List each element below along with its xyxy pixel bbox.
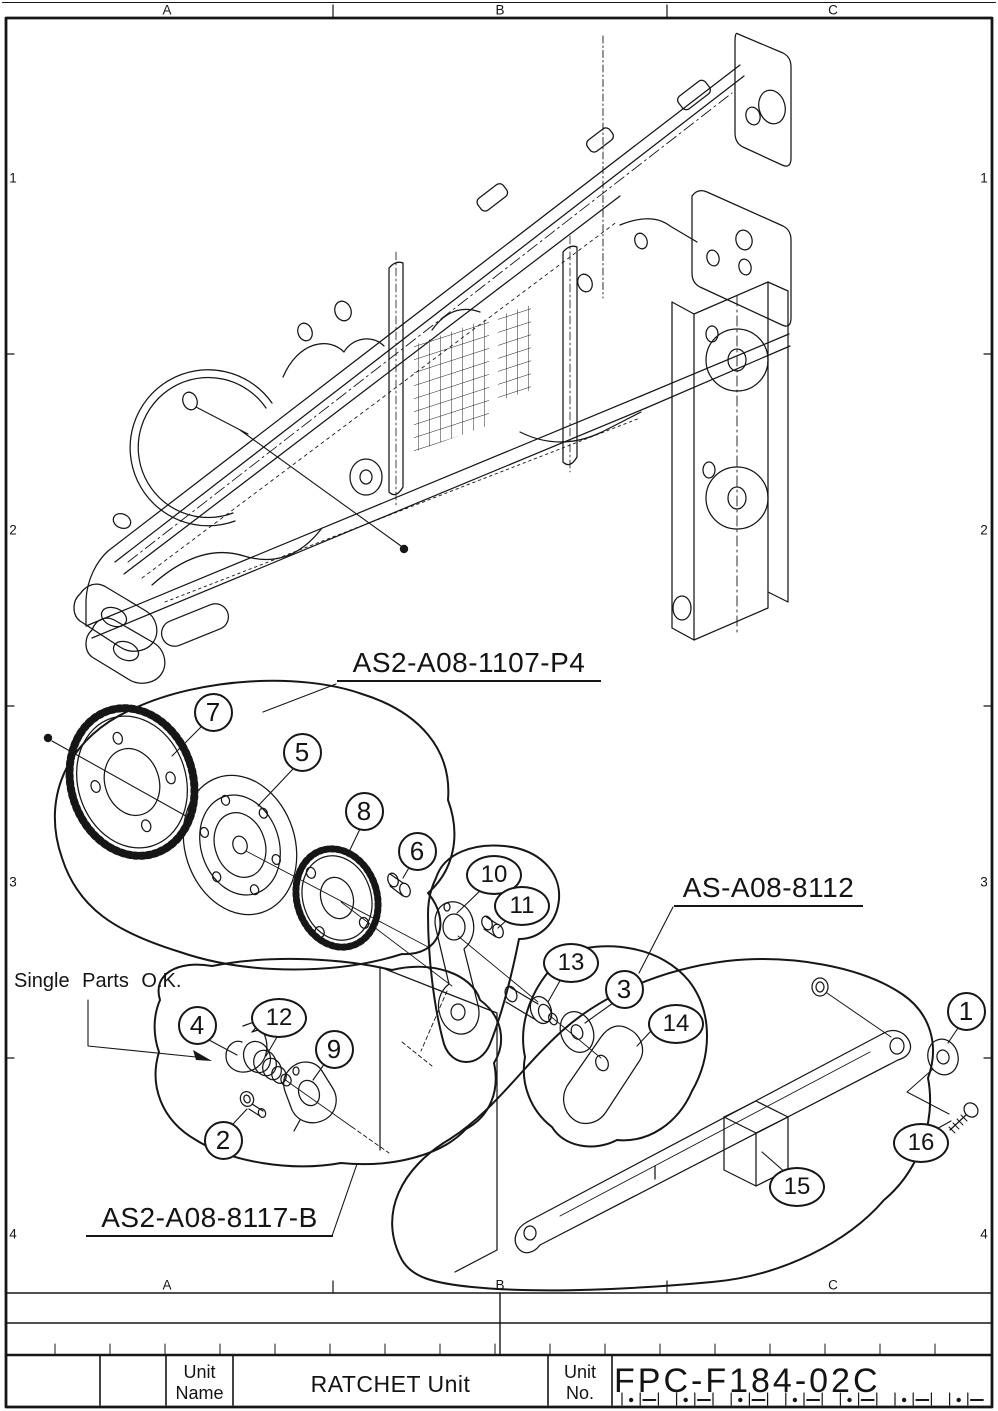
balloon-16: 16 <box>893 1123 949 1163</box>
border-ref-top-B: B <box>495 2 505 18</box>
border-ref-right-1: 1 <box>980 170 988 186</box>
group-label-1107-p4: AS2-A08-1107-P4 <box>337 647 601 682</box>
border-ref-top-A: A <box>162 2 172 18</box>
border-ref-bottom-A: A <box>162 1277 172 1293</box>
balloon-15: 15 <box>769 1167 825 1207</box>
balloon-13: 13 <box>543 943 599 983</box>
group-label-8117-b: AS2-A08-8117-B <box>86 1202 333 1237</box>
balloon-11: 11 <box>494 886 550 926</box>
border-ref-top-C: C <box>828 2 838 18</box>
balloon-1: 1 <box>947 992 986 1031</box>
balloon-3: 3 <box>605 970 644 1009</box>
gear-group-1107 <box>44 681 455 986</box>
plate-part <box>284 1062 337 1123</box>
border-ref-left-3: 3 <box>9 874 17 890</box>
sprocket-large <box>51 692 213 872</box>
screw-part <box>949 1100 981 1133</box>
balloon-8: 8 <box>345 792 384 831</box>
link-plate <box>564 1026 643 1124</box>
note-arrowhead <box>193 1050 212 1061</box>
border-ref-right-3: 3 <box>980 874 988 890</box>
drawing-border <box>3 3 996 1408</box>
ruler-ticks <box>55 1344 935 1355</box>
grid-hatch-patch <box>498 305 531 401</box>
border-ref-left-4: 4 <box>9 1226 17 1242</box>
pin-part <box>386 872 412 899</box>
balloon-6: 6 <box>398 832 437 871</box>
balloon-7: 7 <box>194 693 233 732</box>
leader-dot <box>400 545 408 553</box>
group-outline <box>55 681 455 970</box>
group-8112 <box>503 946 707 1146</box>
unit-name-label-line1: Unit <box>183 1362 216 1382</box>
border-ref-left-2: 2 <box>9 522 17 538</box>
unit-no-label-line1: Unit <box>563 1362 596 1382</box>
unit-no-value: FPC-F184-02C <box>614 1362 881 1400</box>
sprocket-small <box>284 838 391 958</box>
unit-no-label <box>548 1362 612 1404</box>
border-ref-right-2: 2 <box>980 522 988 538</box>
unit-name-value: RATCHET Unit <box>310 1371 471 1397</box>
balloon-12: 12 <box>251 998 307 1038</box>
grid-hatch-patch <box>414 318 489 452</box>
border-ref-bottom-C: C <box>828 1277 838 1293</box>
balloon-10: 10 <box>466 855 522 895</box>
frame-assembly-drawing <box>74 33 791 683</box>
leader-dot <box>44 734 52 742</box>
single-parts-note: Single Parts O.K. <box>14 970 182 992</box>
dogbone-bracket <box>435 902 479 1034</box>
balloon-2: 2 <box>204 1121 243 1160</box>
balloon-5: 5 <box>283 733 322 772</box>
lever-arm <box>515 1031 910 1253</box>
unit-name-label <box>166 1362 233 1404</box>
border-ref-left-1: 1 <box>9 170 17 186</box>
border-ref-bottom-B: B <box>495 1277 505 1293</box>
unit-name-label-line2: Name <box>175 1383 224 1403</box>
border-ref-right-4: 4 <box>980 1226 988 1242</box>
group-label-8112: AS-A08-8112 <box>674 872 863 907</box>
balloon-4: 4 <box>178 1006 217 1045</box>
balloon-9: 9 <box>315 1030 354 1069</box>
shoulder-pin <box>503 985 559 1027</box>
unit-no-label-line2: No. <box>565 1383 594 1403</box>
balloon-14: 14 <box>648 1004 704 1044</box>
